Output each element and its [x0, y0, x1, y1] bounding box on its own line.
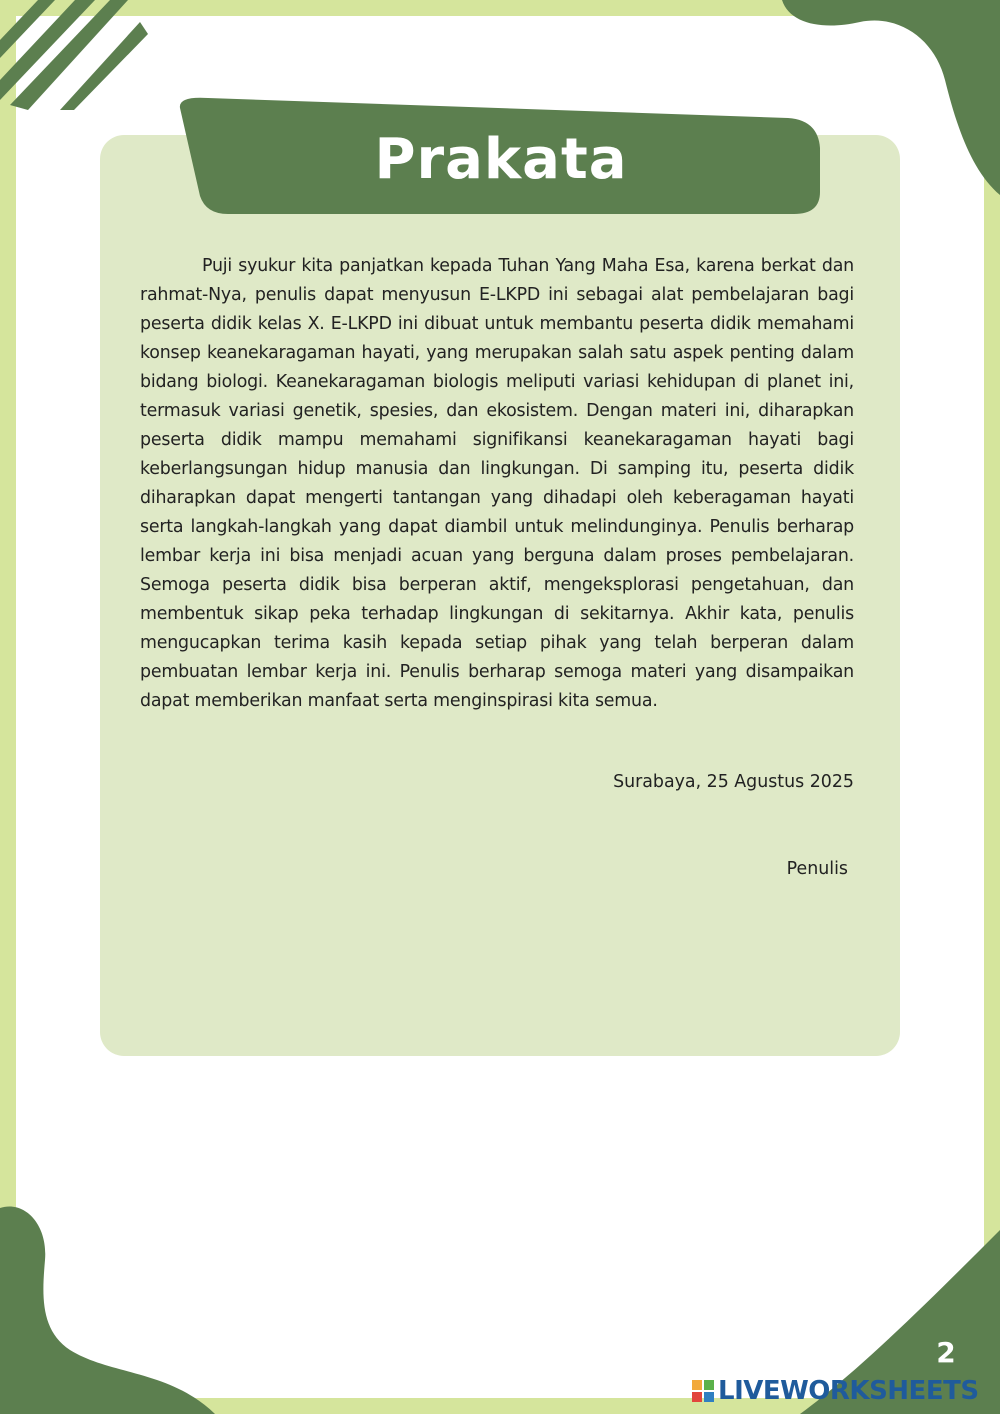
liveworksheets-brand[interactable]: [692, 1373, 979, 1409]
blob-decoration-bottom-left: [0, 1200, 240, 1414]
page-title: Prakata: [374, 127, 628, 192]
liveworksheets-wordmark: LIVEWORKSHEETS: [718, 1376, 979, 1406]
liveworksheets-logo-icon: [692, 1380, 714, 1402]
author-signature-label: Penulis: [786, 859, 848, 879]
page-number: 2: [936, 1336, 956, 1369]
brush-stroke-decoration-top-left: [0, 0, 150, 110]
place-date: Surabaya, 25 Agustus 2025: [613, 772, 854, 792]
preface-paragraph: Puji syukur kita panjatkan kepada Tuhan Yang Maha Esa, karena berkat dan rahmat-Nya, penulis dapat menyusun E-LKPD ini sebagai alat pembelajaran bagi peserta didik kelas X. E-LKPD ini dibuat untuk membantu peserta didik memahami konsep keanekaragaman hayati, yang merupakan salah satu aspek penting dalam bidang biologi. Keanekaragaman biologis meliputi variasi kehidupan di planet ini, termasuk variasi genetik, spesies, dan ekosistem. Dengan materi ini, diharapkan peserta didik mampu memahami signifikansi keanekaragaman hayati bagi keberlangsungan hidup manusia dan lingkungan. Di samping itu, peserta didik diharapkan dapat mengerti tantangan yang dihadapi oleh keberagaman hayati serta langkah-langkah yang dapat diambil untuk melindunginya. Penulis berharap lembar kerja ini bisa menjadi acuan yang berguna dalam proses pembelajaran. Semoga peserta didik bisa berperan aktif, mengeksplorasi pengetahuan, dan membentuk sikap peka terhadap lingkungan di sekitarnya. Akhir kata, penulis mengucapkan terima kasih kepada setiap pihak yang telah berperan dalam pembuatan lembar kerja ini. Penulis berharap semoga materi yang disampaikan dapat memberikan manfaat serta menginspirasi kita semua.: [140, 256, 854, 711]
